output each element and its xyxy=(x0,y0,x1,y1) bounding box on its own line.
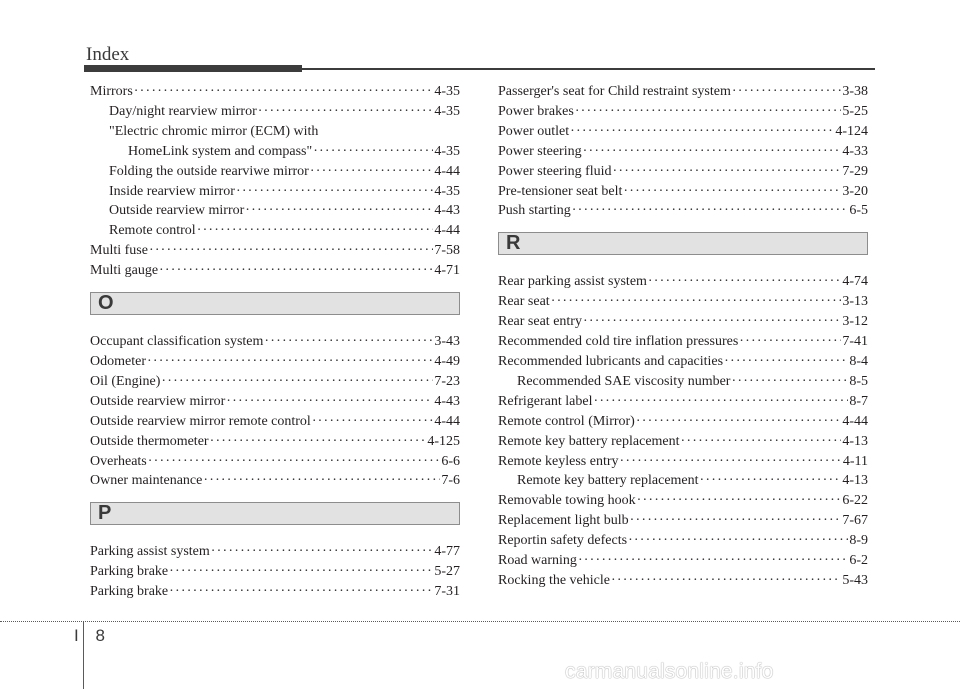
dot-leader xyxy=(575,102,842,122)
index-page-ref: 6-2 xyxy=(849,553,868,569)
index-page-ref: 4-35 xyxy=(434,103,460,119)
dot-leader xyxy=(169,582,433,602)
dot-leader xyxy=(572,201,849,221)
index-page-ref: 4-77 xyxy=(434,544,460,560)
index-page-ref: 5-25 xyxy=(842,103,868,119)
index-page-ref: 3-12 xyxy=(842,314,868,330)
index-term: Parking brake xyxy=(90,584,169,600)
index-page-ref: 4-35 xyxy=(434,183,460,199)
index-entry xyxy=(498,432,868,452)
index-entry xyxy=(90,471,460,491)
dot-leader xyxy=(636,412,841,432)
dot-leader xyxy=(159,261,433,281)
dot-leader xyxy=(681,432,842,452)
index-page-ref: 4-71 xyxy=(434,263,460,279)
index-entry xyxy=(498,452,868,472)
index-entry xyxy=(90,392,460,412)
dot-leader xyxy=(628,531,848,551)
index-term: Odometer xyxy=(90,353,146,369)
index-term: Inside rearview mirror xyxy=(109,183,235,199)
dot-leader xyxy=(551,292,842,312)
index-entry xyxy=(498,511,868,531)
dot-leader xyxy=(245,201,433,221)
dot-leader xyxy=(593,392,848,412)
index-page-ref: 7-29 xyxy=(842,163,868,179)
index-term: Recommended lubricants and capacities xyxy=(498,353,724,369)
index-term: Power steering fluid xyxy=(498,163,612,179)
section-letter: R xyxy=(506,232,521,255)
dot-leader xyxy=(258,102,434,122)
index-entry xyxy=(498,571,868,591)
index-term: Rear parking assist system xyxy=(498,274,647,290)
index-page-ref: 4-35 xyxy=(434,143,460,159)
index-page-ref: 4-33 xyxy=(842,143,868,159)
dot-leader xyxy=(203,471,440,491)
index-entry xyxy=(90,142,460,162)
index-page-ref: 6-6 xyxy=(441,453,460,469)
index-term: Rocking the vehicle xyxy=(498,572,610,588)
index-entry xyxy=(90,241,460,261)
dot-leader xyxy=(731,372,848,392)
index-page-ref: 8-4 xyxy=(849,353,868,369)
index-term: Outside rearview mirror xyxy=(109,203,245,219)
index-page-ref: 7-58 xyxy=(434,243,460,259)
dot-leader xyxy=(613,162,842,182)
index-term: Oil (Engine) xyxy=(90,373,161,389)
section-header-p xyxy=(90,502,460,525)
index-page-ref: 7-31 xyxy=(434,584,460,600)
index-term: Refrigerant label xyxy=(498,393,593,409)
dot-leader xyxy=(169,562,433,582)
index-term: Parking brake xyxy=(90,564,169,580)
index-page-ref: 8-7 xyxy=(849,393,868,409)
index-page-ref: 6-5 xyxy=(849,203,868,219)
index-page-ref: 6-22 xyxy=(842,493,868,509)
index-term: Folding the outside rearviwe mirror xyxy=(109,163,309,179)
index-term: Replacement light bulb xyxy=(498,513,629,529)
index-term: Multi fuse xyxy=(90,243,148,259)
index-page-ref: 4-124 xyxy=(835,123,868,139)
index-page-ref: 4-44 xyxy=(434,163,460,179)
index-entry xyxy=(498,102,868,122)
index-entry xyxy=(498,201,868,221)
index-term: Remote key battery replacement xyxy=(498,433,680,449)
section-header-r xyxy=(498,232,868,255)
index-page-ref: 5-43 xyxy=(842,572,868,588)
index-term: Day/night rearview mirror xyxy=(109,103,257,119)
index-term: Power steering xyxy=(498,143,582,159)
index-page-ref: 4-125 xyxy=(427,433,460,449)
index-column-right xyxy=(498,82,868,591)
index-term: Outside rearview mirror remote control xyxy=(90,413,311,429)
index-entry xyxy=(90,452,460,472)
index-page-ref: 7-6 xyxy=(441,473,460,489)
index-page-ref: 3-43 xyxy=(434,334,460,350)
index-page-ref: 7-23 xyxy=(434,373,460,389)
index-entry xyxy=(90,352,460,372)
index-entry xyxy=(90,432,460,452)
index-page-ref: 3-38 xyxy=(842,84,868,99)
index-entry xyxy=(498,372,868,392)
index-term: Remote keyless entry xyxy=(498,453,619,469)
index-term: Recommended SAE viscosity number xyxy=(517,373,731,389)
index-entry xyxy=(498,551,868,571)
index-entry xyxy=(498,182,868,202)
p-entries xyxy=(90,542,460,602)
index-page-ref: 4-74 xyxy=(842,274,868,290)
index-term: HomeLink system and compass" xyxy=(128,143,313,159)
index-term: Recommended cold tire inflation pressures xyxy=(498,334,739,350)
index-term: Road warning xyxy=(498,553,577,569)
index-term: Multi gauge xyxy=(90,263,159,279)
index-term: Occupant classification system xyxy=(90,334,264,350)
section-header-o xyxy=(90,292,460,315)
index-term: Outside rearview mirror xyxy=(90,393,226,409)
dot-leader xyxy=(134,82,434,102)
o-entries xyxy=(90,332,460,491)
dot-leader xyxy=(197,221,434,241)
index-term: Reportin safety defects xyxy=(498,533,628,549)
index-page-ref: 4-35 xyxy=(434,84,460,99)
index-entry xyxy=(498,471,868,491)
index-page-ref: 7-67 xyxy=(842,513,868,529)
index-term: Remote control (Mirror) xyxy=(498,413,635,429)
dot-leader xyxy=(732,82,841,102)
index-entry xyxy=(90,162,460,182)
dot-leader xyxy=(148,452,441,472)
dot-leader xyxy=(312,412,434,432)
p-entries-continued xyxy=(498,82,868,221)
index-page-ref: 4-44 xyxy=(434,223,460,239)
dot-leader xyxy=(648,272,841,292)
index-page-ref: 4-13 xyxy=(842,473,868,489)
index-entry xyxy=(90,221,460,241)
dot-leader xyxy=(724,352,848,372)
index-entry xyxy=(90,332,460,352)
dot-leader xyxy=(620,452,842,472)
index-page-ref: 4-11 xyxy=(842,453,868,469)
dot-leader xyxy=(236,182,433,202)
index-column-left xyxy=(90,82,460,602)
index-entry xyxy=(498,531,868,551)
index-page-ref: 4-43 xyxy=(434,203,460,219)
index-term: Outside thermometer xyxy=(90,433,209,449)
r-entries xyxy=(498,272,868,591)
header-rule-thin xyxy=(300,68,875,70)
index-entry xyxy=(90,201,460,221)
dot-leader xyxy=(637,491,842,511)
index-entry xyxy=(498,162,868,182)
dot-leader xyxy=(161,372,433,392)
index-entry xyxy=(90,542,460,562)
index-entry xyxy=(90,562,460,582)
index-term: Rear seat entry xyxy=(498,314,582,330)
dot-leader xyxy=(313,142,433,162)
dot-leader xyxy=(583,142,842,162)
m-entries xyxy=(90,82,460,281)
index-page-ref: 8-5 xyxy=(849,373,868,389)
index-page-ref: 3-20 xyxy=(842,183,868,199)
index-entry xyxy=(498,292,868,312)
dot-leader xyxy=(147,352,433,372)
index-term: Pre-tensioner seat belt xyxy=(498,183,623,199)
index-term: Remote control xyxy=(109,223,196,239)
index-entry xyxy=(90,582,460,602)
dot-leader xyxy=(310,162,433,182)
index-entry xyxy=(498,352,868,372)
index-entry xyxy=(498,412,868,432)
dot-leader xyxy=(570,122,834,142)
index-entry xyxy=(498,272,868,292)
index-entry xyxy=(90,102,460,122)
index-entry xyxy=(90,82,460,102)
index-entry xyxy=(498,332,868,352)
dot-leader xyxy=(630,511,842,531)
index-entry xyxy=(90,261,460,281)
watermark: carmanualsonline.info xyxy=(565,660,774,683)
index-page-ref: 3-13 xyxy=(842,294,868,310)
dot-leader xyxy=(210,432,427,452)
index-page-ref: 5-27 xyxy=(434,564,460,580)
dot-leader xyxy=(583,312,841,332)
page-title: Index xyxy=(86,44,130,65)
index-entry xyxy=(90,372,460,392)
index-page-ref: 4-49 xyxy=(434,353,460,369)
index-term: Overheats xyxy=(90,453,147,469)
dot-leader xyxy=(226,392,433,412)
index-entry xyxy=(90,122,460,142)
index-entry xyxy=(498,491,868,511)
section-letter: P xyxy=(98,502,112,525)
footer-rule xyxy=(0,621,960,622)
index-term: Rear seat xyxy=(498,294,550,310)
index-term: Push starting xyxy=(498,203,571,219)
index-term: Power outlet xyxy=(498,123,570,139)
index-page-ref: 7-41 xyxy=(842,334,868,350)
index-term: Power brakes xyxy=(498,103,574,119)
index-term: Parking assist system xyxy=(90,544,210,560)
index-page-ref: 4-44 xyxy=(842,413,868,429)
index-entry xyxy=(498,82,868,102)
index-page-ref: 4-44 xyxy=(434,413,460,429)
index-page-ref: 4-43 xyxy=(434,393,460,409)
index-entry xyxy=(498,142,868,162)
dot-leader xyxy=(578,551,848,571)
dot-leader xyxy=(264,332,433,352)
dot-leader xyxy=(739,332,841,352)
header-rule-thick xyxy=(84,65,302,72)
index-entry xyxy=(90,182,460,202)
index-entry xyxy=(498,122,868,142)
dot-leader xyxy=(700,471,842,491)
index-term: Remote key battery replacement xyxy=(517,473,699,489)
index-entry xyxy=(498,392,868,412)
page-number: I 8 xyxy=(74,626,111,645)
index-page-ref: 4-13 xyxy=(842,433,868,449)
index-entry xyxy=(498,312,868,332)
section-letter: O xyxy=(98,292,114,315)
index-term: Passerger's seat for Child restraint system xyxy=(498,84,731,99)
index-term: Removable towing hook xyxy=(498,493,636,509)
dot-leader xyxy=(623,182,841,202)
dot-leader xyxy=(149,241,433,261)
index-entry xyxy=(90,412,460,432)
index-term: "Electric chromic mirror (ECM) with xyxy=(109,123,319,139)
index-term: Owner maintenance xyxy=(90,473,203,489)
dot-leader xyxy=(211,542,434,562)
dot-leader xyxy=(611,571,841,591)
index-term: Mirrors xyxy=(90,84,133,99)
index-page-ref: 8-9 xyxy=(849,533,868,549)
